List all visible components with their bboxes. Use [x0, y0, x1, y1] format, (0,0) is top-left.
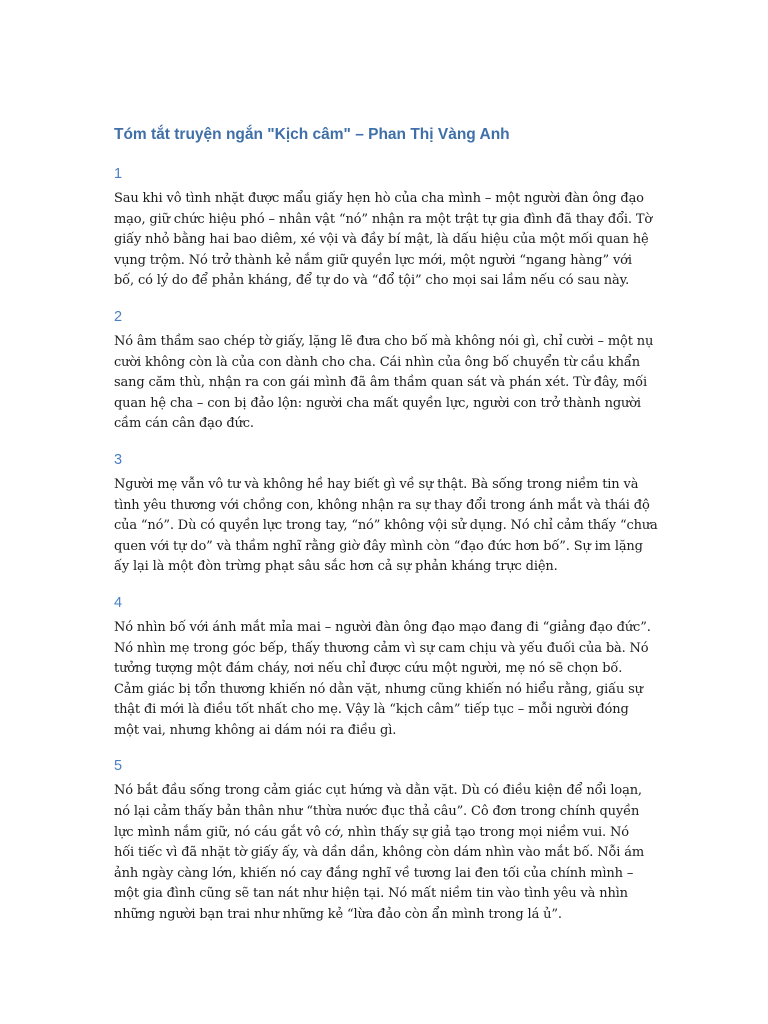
paragraph-line: tình yêu thương với chồng con, không nhận ra sự thay đổi trong ánh mắt và thái độ [114, 497, 650, 513]
section-2 [114, 308, 659, 435]
section-1 [114, 165, 659, 292]
paragraph-line: những người bạn trai như những kẻ “lừa đảo còn ẩn mình trong lá ủ”. [114, 907, 562, 923]
paragraph-line: một vai, nhưng không ai dám nói ra điều gì. [114, 722, 397, 738]
paragraph-line: sang căm thù, nhận ra con gái mình đã âm thầm quan sát và phán xét. Từ đây, mối [114, 375, 647, 391]
paragraph-line: quan hệ cha – con bị đảo lộn: người cha mất quyền lực, người con trở thành người [114, 395, 641, 411]
paragraph-line: giấy nhỏ bằng hai bao diêm, xé vội và đầy bí mật, là dấu hiệu của một mối quan hệ [114, 232, 649, 248]
paragraph-line: một gia đình cũng sẽ tan nát như hiện tại. Nó mất niềm tin vào tình yêu và nhìn [114, 886, 628, 902]
paragraph-line: lực mình nắm giữ, nó cáu gắt vô cớ, nhìn thấy sự giả tạo trong mọi niềm vui. Nó [114, 824, 629, 840]
section-paragraph [114, 781, 659, 925]
section-number: 2 [114, 308, 123, 325]
section-paragraph [114, 332, 659, 435]
section-paragraph [114, 618, 659, 742]
paragraph-line: cười không còn là của con dành cho cha. Cái nhìn của ông bố chuyển từ cầu khẩn [114, 354, 640, 370]
paragraph-line: quen với tự do” và thầm nghĩ rằng giờ đây mình còn “đạo đức hơn bố”. Sự im lặng [114, 538, 643, 554]
section-number: 4 [114, 594, 123, 611]
paragraph-line: của “nó”. Dù có quyền lực trong tay, “nó” không vội sử dụng. Nó chỉ cảm thấy “chưa [114, 518, 658, 534]
paragraph-line: Sau khi vô tình nhặt được mẩu giấy hẹn hò của cha mình – một người đàn ông đạo [114, 191, 644, 206]
paragraph-line: vụng trộm. Nó trở thành kẻ nắm giữ quyền lực mới, một người “ngang hàng” với [114, 252, 632, 268]
paragraph-line: nó lại cảm thấy bản thân như “thừa nước đục thả câu”. Cô đơn trong chính quyền [114, 804, 640, 820]
sections-container [114, 165, 659, 926]
section-3 [114, 451, 659, 578]
section-4 [114, 594, 659, 742]
paragraph-line: hối tiếc vì đã nhặt tờ giấy ấy, và dần dần, không còn dám nhìn vào mắt bố. Nỗi ám [114, 845, 645, 861]
paragraph-line: tưởng tượng một đám cháy, nơi nếu chỉ được cứu một người, mẹ nó sẽ chọn bố. [114, 661, 623, 677]
section-5 [114, 757, 659, 925]
section-number: 3 [114, 451, 123, 468]
section-number: 5 [114, 758, 123, 775]
paragraph-line: Nó nhìn mẹ trong góc bếp, thấy thương cảm vì sự cam chịu và yếu đuối của bà. Nó [114, 640, 649, 656]
paragraph-line: Nó âm thầm sao chép tờ giấy, lặng lẽ đưa cho bố mà không nói gì, chỉ cười – một nụ [114, 333, 654, 349]
paragraph-line: cầm cán cân đạo đức. [114, 416, 254, 432]
section-number: 1 [114, 166, 123, 182]
paragraph-line: Người mẹ vẫn vô tư và không hề hay biết gì về sự thật. Bà sống trong niềm tin và [114, 476, 639, 492]
paragraph-line: ấy lại là một đòn trừng phạt sâu sắc hơn cả sự phản kháng trực diện. [114, 559, 558, 575]
document-page [114, 124, 659, 942]
paragraph-line: thật đi mới là điều tốt nhất cho mẹ. Vậy là “kịch câm” tiếp tục – mỗi người đóng [114, 702, 629, 718]
section-paragraph [114, 189, 659, 292]
section-paragraph [114, 475, 659, 578]
paragraph-line: bố, có lý do để phản kháng, để tự do và “đổ tội” cho mọi sai lầm nếu có sau này. [114, 273, 630, 289]
paragraph-line: ảnh ngày càng lớn, khiến nó cay đắng nghĩ về tương lai đen tối của chính mình – [114, 865, 634, 881]
paragraph-line: Cảm giác bị tổn thương khiến nó dằn vặt, nhưng cũng khiến nó hiểu rằng, giấu sự [114, 681, 643, 697]
paragraph-line: Nó bắt đầu sống trong cảm giác cụt hứng và dằn vặt. Dù có điều kiện để nổi loạn, [114, 783, 642, 799]
paragraph-line: mạo, giữ chức hiệu phó – nhân vật “nó” nhận ra một trật tự gia đình đã thay đổi. Tờ [114, 211, 653, 227]
paragraph-line: Nó nhìn bố với ánh mắt mỉa mai – người đàn ông đạo mạo đang đi “giảng đạo đức”. [114, 619, 651, 635]
document-title: Tóm tắt truyện ngắn "Kịch câm" – Phan Thị Vàng Anh [114, 126, 510, 143]
